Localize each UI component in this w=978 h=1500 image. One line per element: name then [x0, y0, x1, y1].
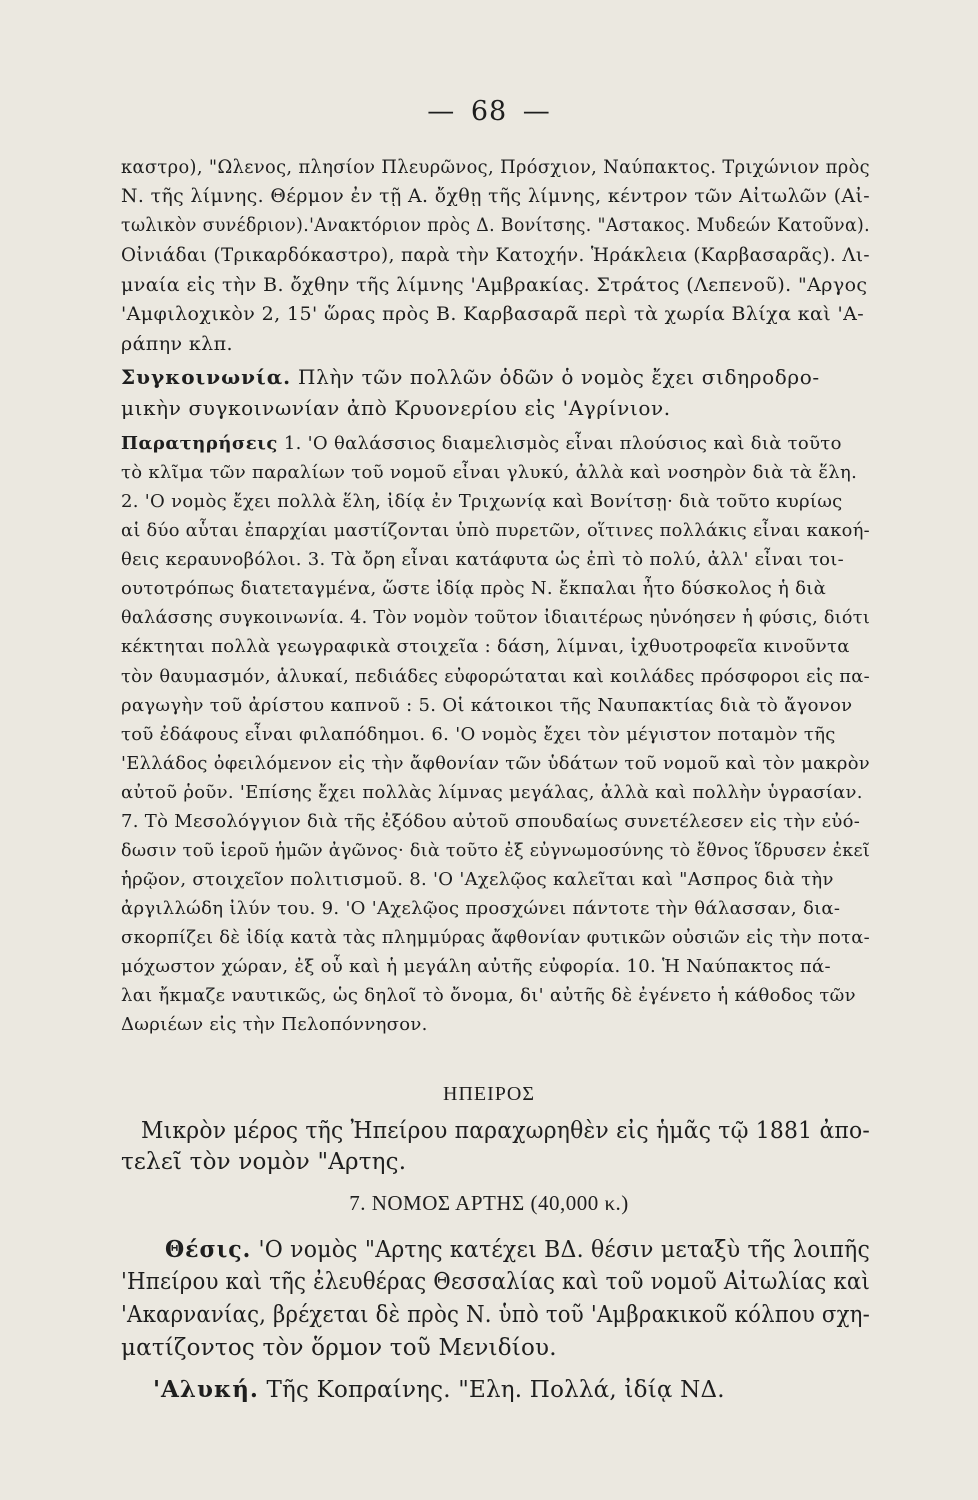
position-text: 'Ο νομὸς "Αρτης κατέχει ΒΔ. θέσιν μεταξὺ τῆς λοιπῆς [258, 1237, 870, 1263]
text-line: ραγωγὴν τοῦ ἀρίστου καπνοῦ : 5. Οἱ κάτοικοι τῆς Ναυπακτίας διὰ τὸ ἄγονον [121, 695, 853, 716]
text-line: 'Ελλάδος ὀφειλόμενον εἰς τὴν ἄφθονίαν τῶν ὑδάτων τοῦ νομοῦ καὶ τὸν μακρὸν [121, 753, 870, 774]
text-line: Οἰνιάδαι (Τρικαρδόκαστρο), παρὰ τὴν Κατοχήν. Ἡράκλεια (Καρβασαρᾶς). Λι- [121, 244, 870, 266]
text-line: ράπην κλπ. [121, 333, 233, 355]
text-line: θεις κεραυνοβόλοι. 3. Τὰ ὄρη εἶναι κατάφυτα ὡς ἐπὶ τὸ πολύ, ἀλλ' εἶναι τοι- [121, 549, 844, 570]
dash-left: — [427, 96, 456, 127]
communications-text: Πλὴν τῶν πολλῶν ὁδῶν ὁ νομὸς ἔχει σιδηροδρο- [298, 365, 820, 389]
text-line: 'Αμφιλοχικὸν 2, 15' ὥρας πρὸς Β. Καρβασαρᾶ περὶ τὰ χωρία Βλίχα καὶ 'Α- [121, 303, 865, 325]
communications-heading: Συγκοινωνία. [121, 365, 292, 389]
text-line: δωσιν τοῦ ἱεροῦ ἡμῶν ἀγῶνος· διὰ τοῦτο ἐξ εὐγνωμοσύνης τὸ ἔθνος ἵδρυσεν ἐκεῖ [121, 840, 871, 861]
text-line: αὐτοῦ ῥοῦν. 'Επίσης ἔχει πολλὰς λίμνας μεγάλας, ἀλλὰ καὶ πολλὴν ὑγρασίαν. [121, 782, 863, 803]
text-line: τελεῖ τὸν νομὸν "Αρτης. [121, 1149, 407, 1175]
remarks-text: 1. 'Ο θαλάσσιος διαμελισμὸς εἶναι πλούσιος καὶ διὰ τοῦτο [283, 433, 842, 454]
text-line: κέκτηται πολλὰ γεωγραφικὰ στοιχεῖα : δάση, λίμναι, ἰχθυοτροφεῖα κινοῦντα [121, 636, 850, 657]
salt-pan-heading: 'Αλυκή. [153, 1376, 259, 1403]
text-line [121, 433, 842, 454]
text-line: Δωριέων εἰς τὴν Πελοπόννησον. [121, 1014, 428, 1035]
page-number-value: 68 [470, 96, 508, 127]
remarks-heading: Παρατηρήσεις [121, 433, 278, 454]
text-line: Μικρὸν μέρος τῆς Ἠπείρου παραχωρηθὲν εἰς ἡμᾶς τῷ 1881 ἀπο- [141, 1118, 870, 1144]
text-line: 2. 'Ο νομὸς ἔχει πολλὰ ἕλη, ἰδίᾳ ἐν Τριχωνίᾳ καὶ Βονίτσῃ· διὰ τοῦτο κυρίως [121, 491, 843, 512]
text-line: σκορπίζει δὲ ἰδίᾳ κατὰ τὰς πλημμύρας ἄφθονίαν φυτικῶν οὐσιῶν εἰς τὴν ποτα- [121, 927, 871, 948]
text-line: ἡρῷον, στοιχεῖον πολιτισμοῦ. 8. 'Ο 'Αχελῷος καλεῖται καὶ "Ασπρος διὰ τὴν [121, 869, 834, 890]
text-line: καστρο), "Ωλενος, πλησίον Πλευρῶνος, Πρόσχιον, Ναύπακτος. Τριχώνιον πρὸς [121, 156, 870, 178]
text-line: μικὴν συγκοινωνίαν ἀπὸ Κρυονερίου εἰς 'Αγρίνιον. [121, 396, 671, 420]
text-line: θαλάσσης συγκοινωνία. 4. Τὸν νομὸν τοῦτον ἰδιαιτέρως ηὐνόησεν ἡ φύσις, διότι [121, 607, 871, 628]
text-line: 'Ηπείρου καὶ τῆς ἐλευθέρας Θεσσαλίας καὶ τοῦ νομοῦ Αἰτωλίας καὶ [121, 1269, 870, 1295]
section-heading-epirus: ΗΠΕΙΡΟΣ [443, 1083, 535, 1105]
text-line: τοῦ ἐδάφους εἶναι φιλαπόδημοι. 6. 'Ο νομὸς ἔχει τὸν μέγιστον ποταμὸν τῆς [121, 724, 836, 745]
text-line: τωλικὸν συνέδριον).'Ανακτόριον πρὸς Δ. Βονίτσης. "Αστακος. Μυδεών Κατοῦνα). [121, 214, 870, 236]
text-line [165, 1236, 870, 1263]
text-line: ἀργιλλώδη ἰλύν του. 9. 'Ο 'Αχελῷος προσχώνει πάντοτε τὴν θάλασσαν, δια- [121, 898, 841, 919]
salt-pan-text: Τῆς Κοπραίνης. "Ελη. Πολλά, ἰδίᾳ ΝΔ. [266, 1377, 725, 1403]
text-line: λαι ἤκμαζε ναυτικῶς, ὡς δηλοῖ τὸ ὄνομα, δι' αὐτῆς δὲ ἐγένετο ἡ κάθοδος τῶν [121, 985, 856, 1006]
text-line: ουτοτρόπως διατεταγμένα, ὥστε ἰδίᾳ πρὸς Ν. ἔκπαλαι ἦτο δύσκολος ἡ διὰ [121, 578, 827, 599]
text-line: ματίζοντος τὸν ὅρμον τοῦ Μενιδίου. [121, 1335, 557, 1361]
position-heading: Θέσις. [165, 1236, 252, 1263]
page-number [0, 96, 978, 127]
text-line: τὸν θαυμασμόν, ἁλυκαί, πεδιάδες εὐφορώταται καὶ κοιλάδες πρόσφοροι εἰς πα- [121, 666, 870, 687]
text-line: 7. Τὸ Μεσολόγγιον διὰ τῆς ἐξόδου αὐτοῦ σπουδαίως συνετέλεσεν εἰς τὴν εὐό- [121, 811, 861, 832]
subsection-heading-arta: 7. ΝΟΜΟΣ ΑΡΤΗΣ (40,000 κ.) [349, 1191, 629, 1215]
text-line [153, 1376, 725, 1403]
text-line: Ν. τῆς λίμνης. Θέρμον ἐν τῇ Α. ὄχθῃ τῆς λίμνης, κέντρον τῶν Αἰτωλῶν (Αἰ- [121, 185, 871, 207]
text-line: τὸ κλῖμα τῶν παραλίων τοῦ νομοῦ εἶναι γλυκύ, ἀλλὰ καὶ νοσηρὸν διὰ τὰ ἕλη. [121, 462, 858, 483]
text-line: μόχωστον χώραν, ἐξ οὗ καὶ ἡ μεγάλη αὐτῆς εὐφορία. 10. Ἡ Ναύπακτος πά- [121, 956, 831, 977]
text-line: 'Ακαρνανίας, βρέχεται δὲ πρὸς Ν. ὑπὸ τοῦ 'Αμβρακικοῦ κόλπου σχη- [121, 1302, 870, 1328]
dash-right: — [522, 96, 551, 127]
text-line [121, 365, 820, 389]
text-line: αἱ δύο αὗται ἐπαρχίαι μαστίζονται ὑπὸ πυρετῶν, οἵτινες πολλάκις εἶναι κακοή- [121, 520, 870, 541]
text-line: μναία εἰς τὴν Β. ὄχθην τῆς λίμνης 'Αμβρακίας. Στράτος (Λεπενοῦ). "Αργος [121, 274, 868, 296]
